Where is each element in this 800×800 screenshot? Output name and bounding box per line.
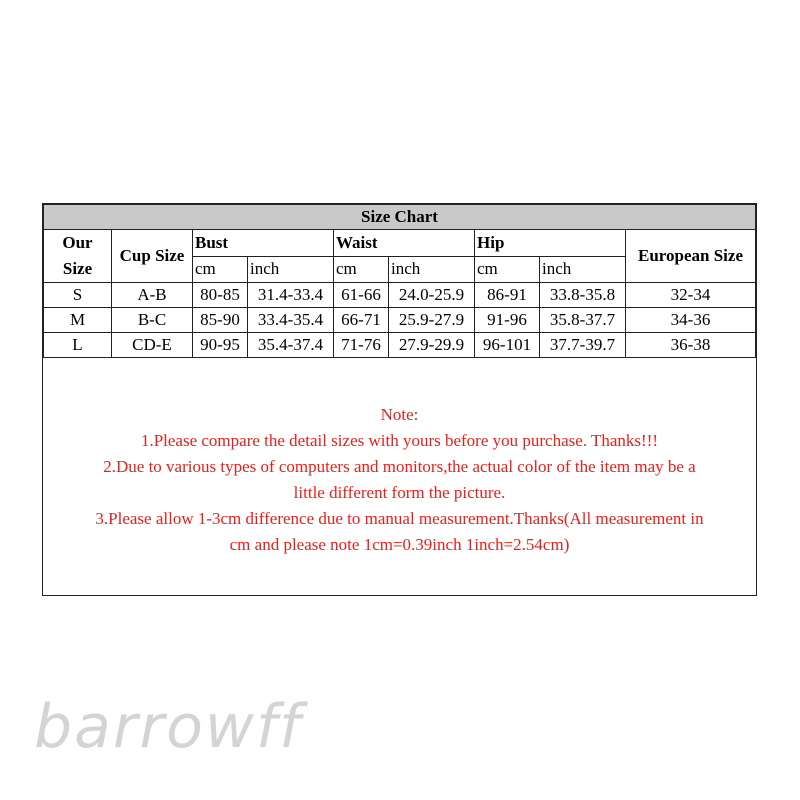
table-row [44, 333, 756, 358]
cell-waist-inch: 27.9-29.9 [389, 333, 475, 358]
cell-hip-inch: 35.8-37.7 [540, 308, 626, 333]
table-row [44, 283, 756, 308]
cell-bust-cm: 80-85 [193, 283, 248, 308]
size-chart [42, 203, 757, 596]
header-our-size-line2: Size [62, 259, 93, 278]
note-line-1: 1.Please compare the detail sizes with yours before you purchase. Thanks!!! [140, 431, 659, 450]
notes-heading: Note: [380, 405, 419, 424]
unit-bust-inch: inch [248, 256, 334, 283]
cell-european-size: 32-34 [626, 283, 756, 308]
header-european-size: European Size [626, 230, 756, 283]
cell-waist-cm: 71-76 [334, 333, 389, 358]
cell-bust-inch: 31.4-33.4 [248, 283, 334, 308]
cell-our-size: S [44, 283, 112, 308]
note-line-2a: 2.Due to various types of computers and monitors,the actual color of the item may be a [103, 457, 696, 476]
cell-waist-inch: 25.9-27.9 [389, 308, 475, 333]
cell-hip-cm: 91-96 [475, 308, 540, 333]
cell-waist-cm: 61-66 [334, 283, 389, 308]
cell-hip-inch: 37.7-39.7 [540, 333, 626, 358]
cell-waist-inch: 24.0-25.9 [389, 283, 475, 308]
unit-waist-inch: inch [389, 256, 475, 283]
unit-waist-cm: cm [334, 256, 389, 283]
unit-hip-inch: inch [540, 256, 626, 283]
cell-bust-cm: 90-95 [193, 333, 248, 358]
header-our-size [44, 230, 112, 283]
cell-hip-cm: 96-101 [475, 333, 540, 358]
cell-european-size: 36-38 [626, 333, 756, 358]
unit-hip-cm: cm [475, 256, 540, 283]
cell-our-size: L [44, 333, 112, 358]
cell-bust-inch: 35.4-37.4 [248, 333, 334, 358]
cell-cup-size: A-B [112, 283, 193, 308]
cell-european-size: 34-36 [626, 308, 756, 333]
unit-bust-cm: cm [193, 256, 248, 283]
header-bust: Bust [193, 230, 334, 257]
header-cup-size: Cup Size [112, 230, 193, 283]
header-hip: Hip [475, 230, 626, 257]
header-our-size-line1: Our [62, 233, 93, 252]
table-row [44, 308, 756, 333]
note-line-3b: cm and please note 1cm=0.39inch 1inch=2.54cm) [229, 535, 570, 554]
note-line-3a: 3.Please allow 1-3cm difference due to manual measurement.Thanks(All measurement in [95, 509, 704, 528]
size-table [43, 204, 756, 358]
table-title: Size Chart [44, 205, 756, 230]
cell-our-size: M [44, 308, 112, 333]
cell-cup-size: CD-E [112, 333, 193, 358]
note-line-2b: little different form the picture. [293, 483, 506, 502]
cell-waist-cm: 66-71 [334, 308, 389, 333]
notes-block [43, 402, 756, 558]
cell-hip-cm: 86-91 [475, 283, 540, 308]
cell-cup-size: B-C [112, 308, 193, 333]
cell-bust-cm: 85-90 [193, 308, 248, 333]
cell-hip-inch: 33.8-35.8 [540, 283, 626, 308]
header-waist: Waist [334, 230, 475, 257]
cell-bust-inch: 33.4-35.4 [248, 308, 334, 333]
watermark: barrowff [34, 692, 303, 762]
